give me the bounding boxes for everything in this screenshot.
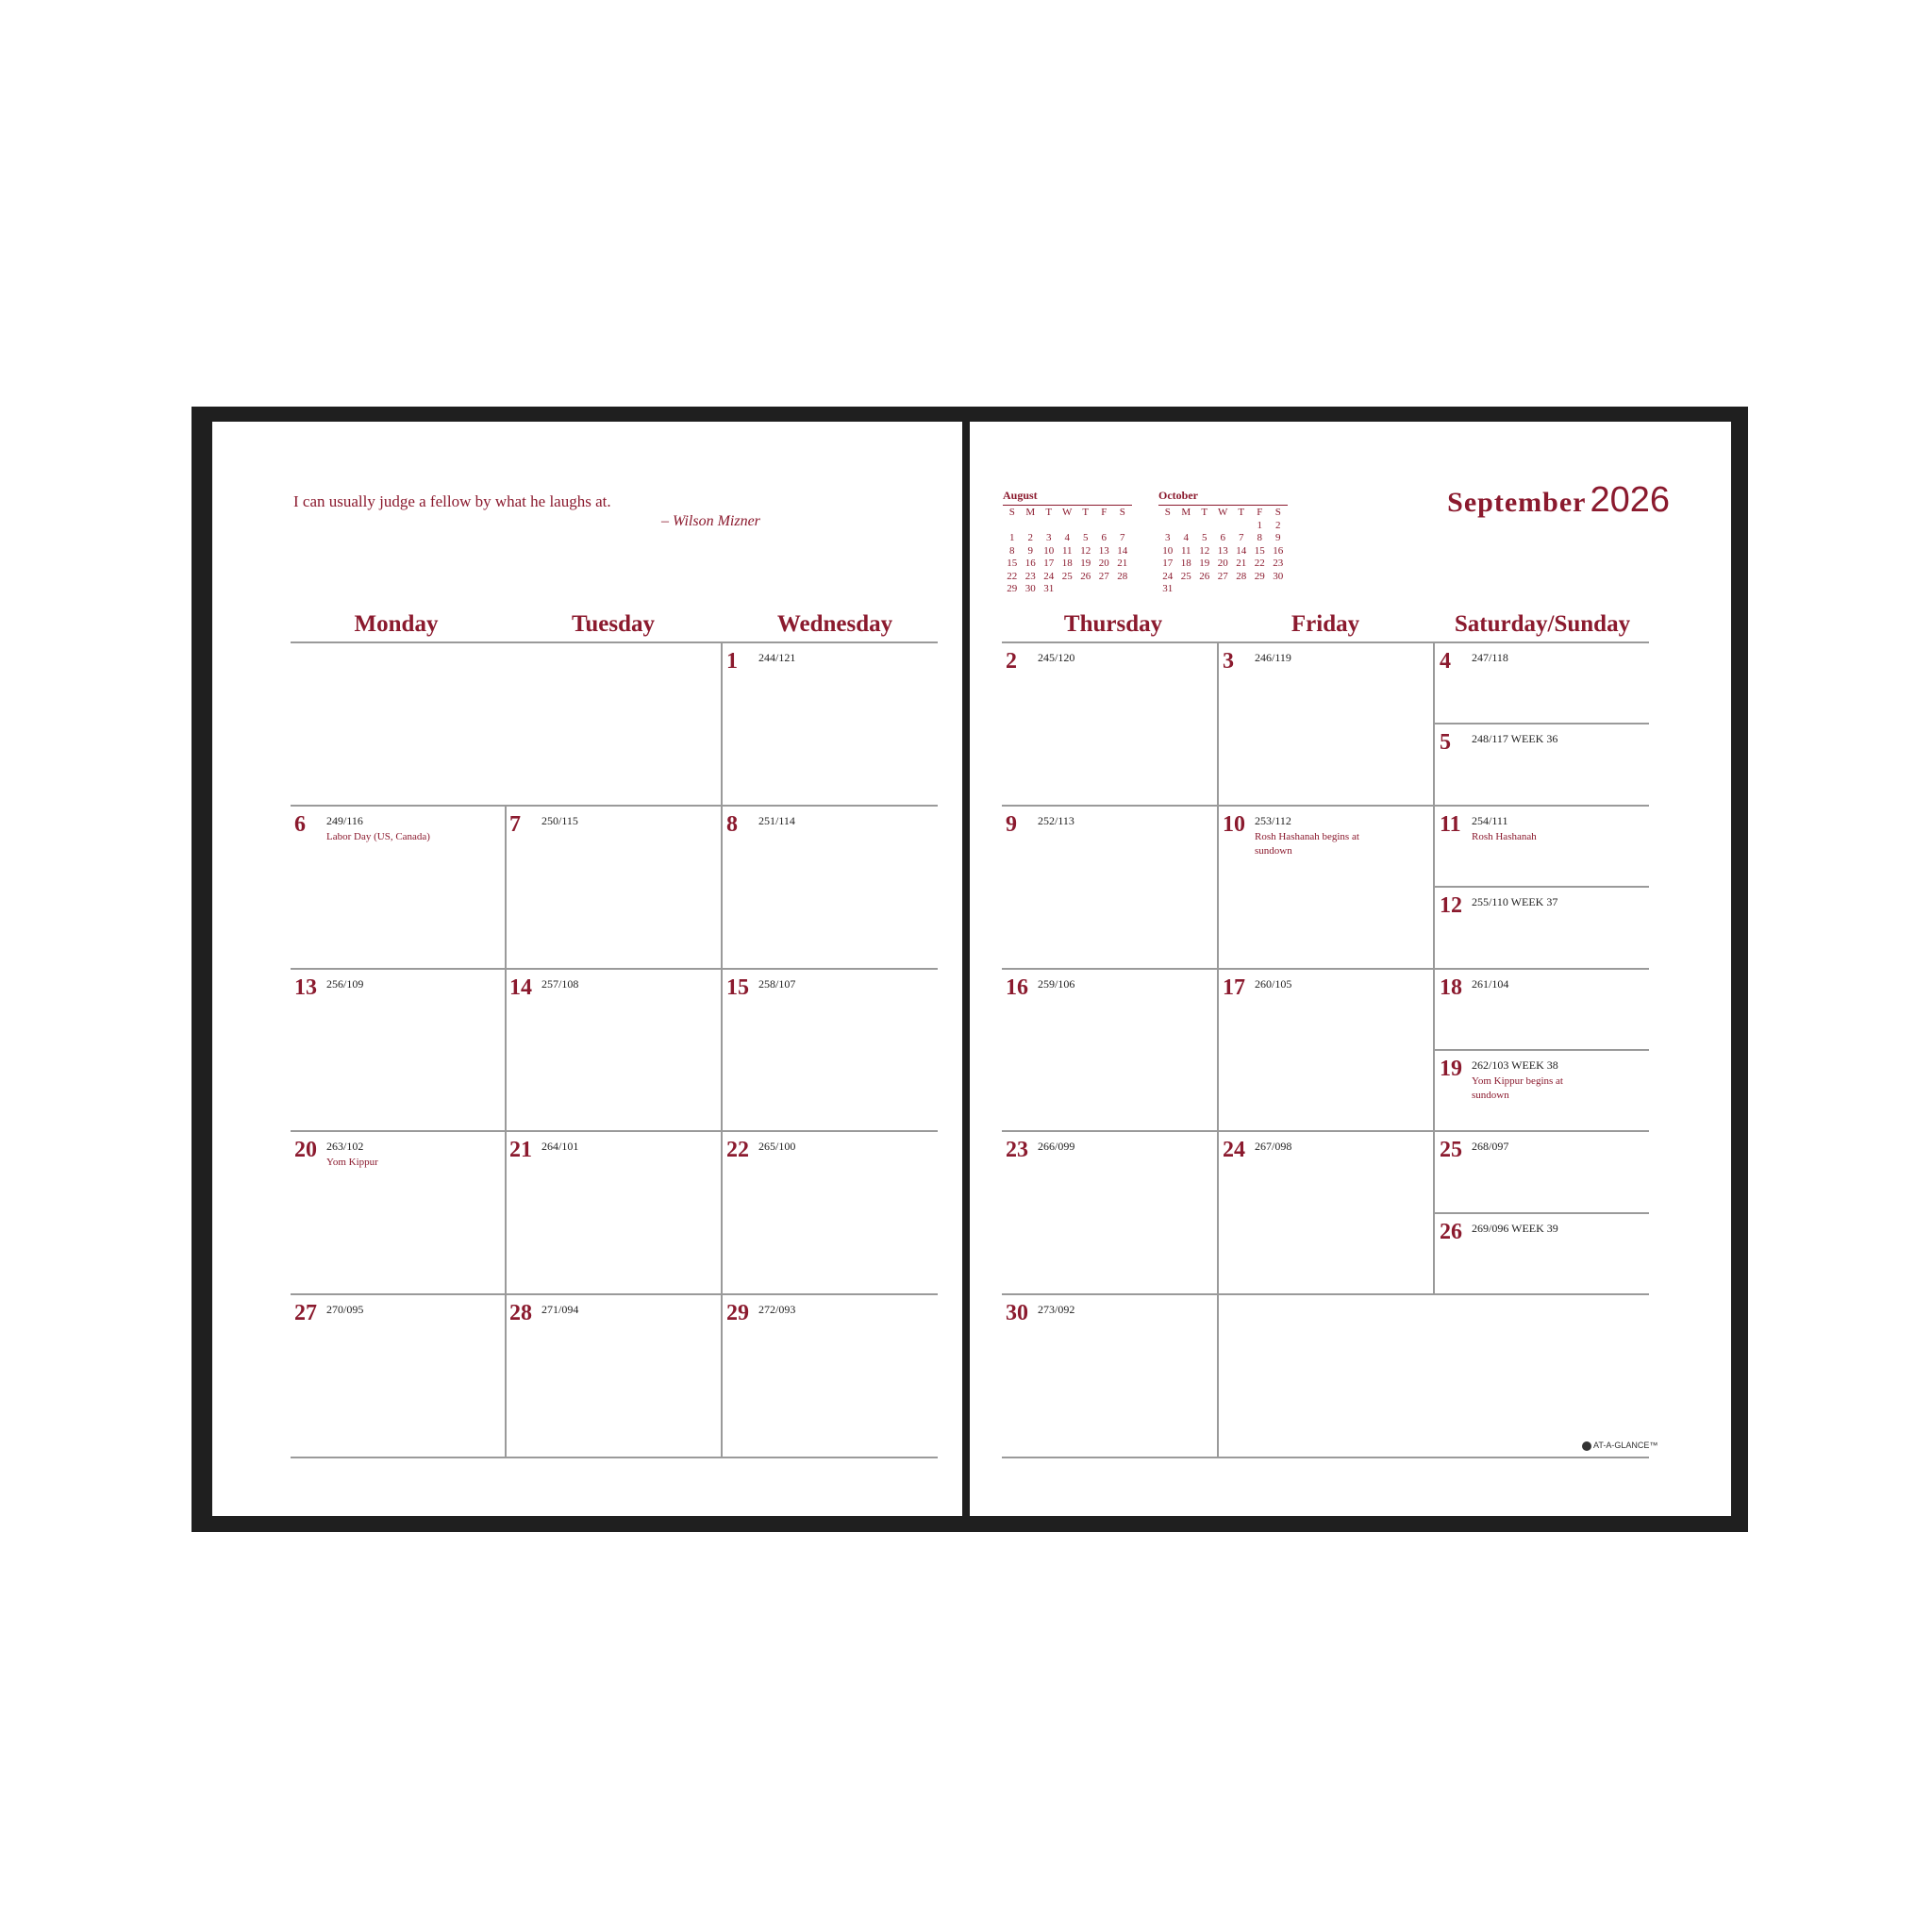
mini-date: 7: [1120, 532, 1125, 543]
day-number: 27: [294, 1301, 317, 1325]
header-monday: Monday: [354, 611, 439, 637]
day-of-year-count: 252/113: [1038, 814, 1074, 827]
day-of-year-count: 267/098: [1255, 1140, 1292, 1153]
mini-date: 25: [1180, 570, 1191, 582]
mini-date: 22: [1007, 570, 1018, 582]
day-of-year-count: 247/118: [1472, 651, 1508, 664]
mini-weekday: T: [1201, 507, 1208, 518]
mini-date: 15: [1254, 544, 1265, 557]
mini-date: 20: [1217, 558, 1228, 569]
mini-weekday: S: [1008, 507, 1015, 518]
grid-line: [1433, 886, 1649, 888]
mini-calendar-week: [1158, 583, 1288, 596]
day-number: 5: [1440, 730, 1451, 755]
day-number: 14: [509, 975, 532, 1000]
day-of-year-count: 257/108: [541, 977, 579, 991]
header-wednesday: Wednesday: [776, 611, 893, 637]
grid-line: [291, 805, 938, 807]
mini-date: 6: [1220, 532, 1225, 543]
day-of-year-count: 261/104: [1472, 977, 1509, 991]
mini-date: 30: [1273, 570, 1284, 582]
mini-date: 20: [1098, 558, 1109, 569]
mini-date: 17: [1043, 558, 1055, 569]
mini-date: [1113, 583, 1132, 596]
day-number: 6: [294, 812, 306, 837]
mini-calendar-week: [1158, 558, 1288, 571]
mini-date: 1: [1257, 519, 1262, 531]
day-number: 28: [509, 1301, 532, 1325]
mini-weekday: M: [1025, 507, 1036, 518]
mini-date: [1177, 583, 1196, 596]
day-of-year-count: 245/120: [1038, 651, 1075, 664]
brand-icon: [1582, 1441, 1591, 1451]
day-of-year-count: 256/109: [326, 977, 364, 991]
header-friday: Friday: [1291, 611, 1360, 637]
grid-line: [1433, 641, 1435, 1293]
grid-line: [1433, 1049, 1649, 1051]
day-number: 16: [1006, 975, 1028, 1000]
mini-calendar-week: [1003, 520, 1132, 533]
day-of-year-count: 271/094: [541, 1303, 579, 1316]
mini-calendar-weekdays: [1003, 507, 1132, 520]
day-number: 13: [294, 975, 317, 1000]
mini-calendar-rule: [1003, 505, 1132, 506]
mini-date: [1251, 583, 1270, 596]
mini-date: 29: [1007, 583, 1018, 594]
mini-date: [1269, 583, 1288, 596]
mini-date: 2: [1027, 532, 1033, 543]
mini-calendar-week: [1158, 532, 1288, 545]
grid-line: [1433, 723, 1649, 724]
mini-date: [1076, 520, 1095, 533]
quote-text: I can usually judge a fellow by what he laughs at.: [293, 492, 611, 510]
mini-date: 24: [1043, 570, 1055, 582]
day-of-year-count: 262/103 WEEK 38: [1472, 1058, 1558, 1072]
day-number: 2: [1006, 649, 1017, 674]
mini-date: 12: [1199, 544, 1210, 557]
mini-date: 21: [1117, 558, 1128, 569]
day-number: 11: [1440, 812, 1461, 837]
day-number: 7: [509, 812, 521, 837]
grid-line: [291, 1293, 938, 1295]
day-of-year-count: 260/105: [1255, 977, 1292, 991]
grid-line: [1002, 1130, 1649, 1132]
mini-date: [1214, 520, 1233, 533]
mini-date: [1232, 583, 1251, 596]
mini-date: 4: [1064, 532, 1070, 543]
mini-date: 19: [1080, 558, 1091, 569]
day-number: 15: [726, 975, 749, 1000]
mini-date: 21: [1236, 558, 1247, 569]
day-number: 17: [1223, 975, 1245, 1000]
mini-calendar-weekdays: [1158, 507, 1288, 520]
mini-date: 14: [1117, 544, 1128, 557]
day-number: 25: [1440, 1138, 1462, 1162]
grid-line: [721, 641, 723, 806]
mini-date: [1095, 520, 1114, 533]
day-of-year-count: 248/117 WEEK 36: [1472, 732, 1558, 745]
mini-date: [1158, 520, 1177, 533]
mini-weekday: F: [1101, 507, 1108, 518]
day-of-year-count: 265/100: [758, 1140, 796, 1153]
grid-line: [291, 1130, 938, 1132]
mini-date: [1195, 583, 1214, 596]
mini-calendar-title: October: [1158, 489, 1198, 502]
mini-date: 14: [1236, 544, 1247, 557]
day-number: 30: [1006, 1301, 1028, 1325]
mini-date: 22: [1254, 558, 1265, 569]
mini-calendar-week: [1003, 545, 1132, 558]
grid-line: [1002, 805, 1649, 807]
mini-weekday: F: [1257, 507, 1263, 518]
day-of-year-count: 258/107: [758, 977, 796, 991]
mini-date: [1195, 520, 1214, 533]
quote-author: – Wilson Mizner: [661, 513, 760, 529]
mini-date: 13: [1217, 544, 1228, 557]
mini-date: [1003, 520, 1022, 533]
day-of-year-count: 273/092: [1038, 1303, 1075, 1316]
mini-date: 16: [1024, 558, 1036, 569]
mini-date: 15: [1007, 558, 1018, 569]
holiday-note: Labor Day (US, Canada): [326, 831, 430, 842]
mini-date: 19: [1199, 558, 1210, 569]
mini-calendar-week: [1158, 545, 1288, 558]
mini-date: 5: [1083, 532, 1089, 543]
mini-calendar-week: [1158, 571, 1288, 584]
mini-weekday: S: [1119, 507, 1125, 518]
day-of-year-count: 253/112: [1255, 814, 1291, 827]
holiday-note: Rosh Hashanah: [1472, 831, 1537, 842]
grid-line: [505, 805, 507, 1457]
mini-weekday: M: [1181, 507, 1191, 518]
day-number: 12: [1440, 893, 1462, 918]
mini-calendar-week: [1003, 571, 1132, 584]
grid-line: [1002, 1457, 1649, 1458]
mini-date: 28: [1117, 570, 1128, 582]
day-of-year-count: 250/115: [541, 814, 578, 827]
mini-date: 18: [1180, 558, 1191, 569]
day-of-year-count: 269/096 WEEK 39: [1472, 1222, 1558, 1235]
day-number: 22: [726, 1138, 749, 1162]
day-of-year-count: 268/097: [1472, 1140, 1509, 1153]
mini-date: 9: [1027, 544, 1033, 557]
mini-date: 8: [1257, 532, 1262, 543]
mini-date: 3: [1165, 532, 1171, 543]
day-of-year-count: 244/121: [758, 651, 796, 664]
header-saturday-sunday: Saturday/Sunday: [1454, 611, 1631, 637]
grid-line: [291, 968, 938, 970]
day-number: 29: [726, 1301, 749, 1325]
grid-line: [1002, 1293, 1649, 1295]
mini-weekday: W: [1218, 507, 1228, 518]
day-number: 23: [1006, 1138, 1028, 1162]
mini-date: [1214, 583, 1233, 596]
mini-date: 27: [1217, 570, 1228, 582]
mini-calendar-week: [1003, 532, 1132, 545]
mini-date: [1058, 520, 1077, 533]
mini-date: [1076, 583, 1095, 596]
mini-date: [1058, 583, 1077, 596]
mini-date: 23: [1273, 558, 1284, 569]
mini-date: 31: [1162, 583, 1174, 594]
day-of-year-count: 259/106: [1038, 977, 1075, 991]
mini-weekday: T: [1238, 507, 1245, 518]
day-of-year-count: 264/101: [541, 1140, 579, 1153]
mini-calendar-title: August: [1003, 489, 1038, 502]
mini-date: [1022, 520, 1041, 533]
grid-line: [291, 641, 938, 643]
day-of-year-count: 272/093: [758, 1303, 796, 1316]
mini-date: 12: [1080, 544, 1091, 557]
day-number: 3: [1223, 649, 1234, 674]
mini-date: 4: [1183, 532, 1189, 543]
mini-date: 3: [1046, 532, 1052, 543]
mini-date: 11: [1061, 544, 1073, 557]
mini-date: 26: [1199, 570, 1210, 582]
day-number: 8: [726, 812, 738, 837]
brand-text: AT-A-GLANCE™: [1593, 1441, 1658, 1450]
holiday-note: Yom Kippur: [326, 1157, 378, 1168]
mini-date: 27: [1098, 570, 1109, 582]
day-of-year-count: 266/099: [1038, 1140, 1075, 1153]
month-name: September: [1447, 487, 1587, 518]
day-of-year-count: 255/110 WEEK 37: [1472, 895, 1558, 908]
mini-calendar-october: [1158, 489, 1288, 596]
mini-date: 11: [1180, 544, 1191, 557]
day-of-year-count: 254/111: [1472, 814, 1508, 827]
day-number: 19: [1440, 1057, 1462, 1081]
mini-date: 18: [1061, 558, 1073, 569]
header-tuesday: Tuesday: [571, 611, 655, 637]
day-number: 21: [509, 1138, 532, 1162]
month-title: [1387, 480, 1670, 521]
day-number: 24: [1223, 1138, 1245, 1162]
day-of-year-count: 263/102: [326, 1140, 364, 1153]
grid-line: [1433, 1212, 1649, 1214]
mini-weekday: S: [1274, 507, 1281, 518]
mini-date: 17: [1162, 558, 1174, 569]
mini-date: 2: [1275, 519, 1281, 531]
mini-date: 16: [1273, 544, 1284, 557]
mini-date: 26: [1080, 570, 1091, 582]
mini-calendar-week: [1003, 583, 1132, 596]
grid-line: [1217, 641, 1219, 1457]
mini-calendar-rule: [1158, 505, 1288, 506]
day-of-year-count: 246/119: [1255, 651, 1291, 664]
mini-date: 23: [1024, 570, 1036, 582]
mini-date: 24: [1162, 570, 1174, 582]
holiday-note: Rosh Hashanah begins at sundown: [1255, 831, 1359, 857]
day-number: 1: [726, 649, 738, 674]
day-number: 4: [1440, 649, 1451, 674]
mini-calendar-august: [1003, 489, 1132, 596]
mini-date: 5: [1202, 532, 1208, 543]
mini-date: [1232, 520, 1251, 533]
mini-date: 8: [1009, 544, 1015, 557]
mini-date: 30: [1024, 583, 1036, 594]
mini-date: [1040, 520, 1058, 533]
mini-date: [1095, 583, 1114, 596]
grid-line: [721, 805, 723, 1457]
mini-date: 29: [1254, 570, 1265, 582]
mini-date: 13: [1098, 544, 1109, 557]
brand-logo: [1582, 1441, 1657, 1451]
holiday-note: Yom Kippur begins at sundown: [1472, 1075, 1563, 1101]
mini-weekday: S: [1164, 507, 1171, 518]
mini-date: 28: [1236, 570, 1247, 582]
day-number: 26: [1440, 1220, 1462, 1244]
day-of-year-count: 249/116: [326, 814, 363, 827]
day-of-year-count: 251/114: [758, 814, 795, 827]
mini-date: 7: [1239, 532, 1244, 543]
mini-weekday: T: [1045, 507, 1053, 518]
mini-date: [1177, 520, 1196, 533]
mini-calendar-week: [1003, 558, 1132, 571]
day-number: 9: [1006, 812, 1017, 837]
mini-date: 10: [1162, 544, 1174, 557]
grid-line: [1002, 968, 1649, 970]
mini-date: 1: [1009, 532, 1015, 543]
mini-weekday: W: [1062, 507, 1073, 518]
day-number: 20: [294, 1138, 317, 1162]
mini-date: 9: [1275, 532, 1281, 543]
mini-calendar-week: [1158, 520, 1288, 533]
mini-date: 10: [1043, 544, 1055, 557]
mini-weekday: T: [1082, 507, 1090, 518]
grid-line: [1002, 641, 1649, 643]
mini-date: 25: [1061, 570, 1073, 582]
year: 2026: [1590, 480, 1670, 520]
day-of-year-count: 270/095: [326, 1303, 364, 1316]
header-thursday: Thursday: [1063, 611, 1163, 637]
grid-line: [291, 1457, 938, 1458]
day-number: 18: [1440, 975, 1462, 1000]
mini-date: [1113, 520, 1132, 533]
mini-date: 6: [1101, 532, 1107, 543]
day-number: 10: [1223, 812, 1245, 837]
mini-date: 31: [1043, 583, 1055, 594]
